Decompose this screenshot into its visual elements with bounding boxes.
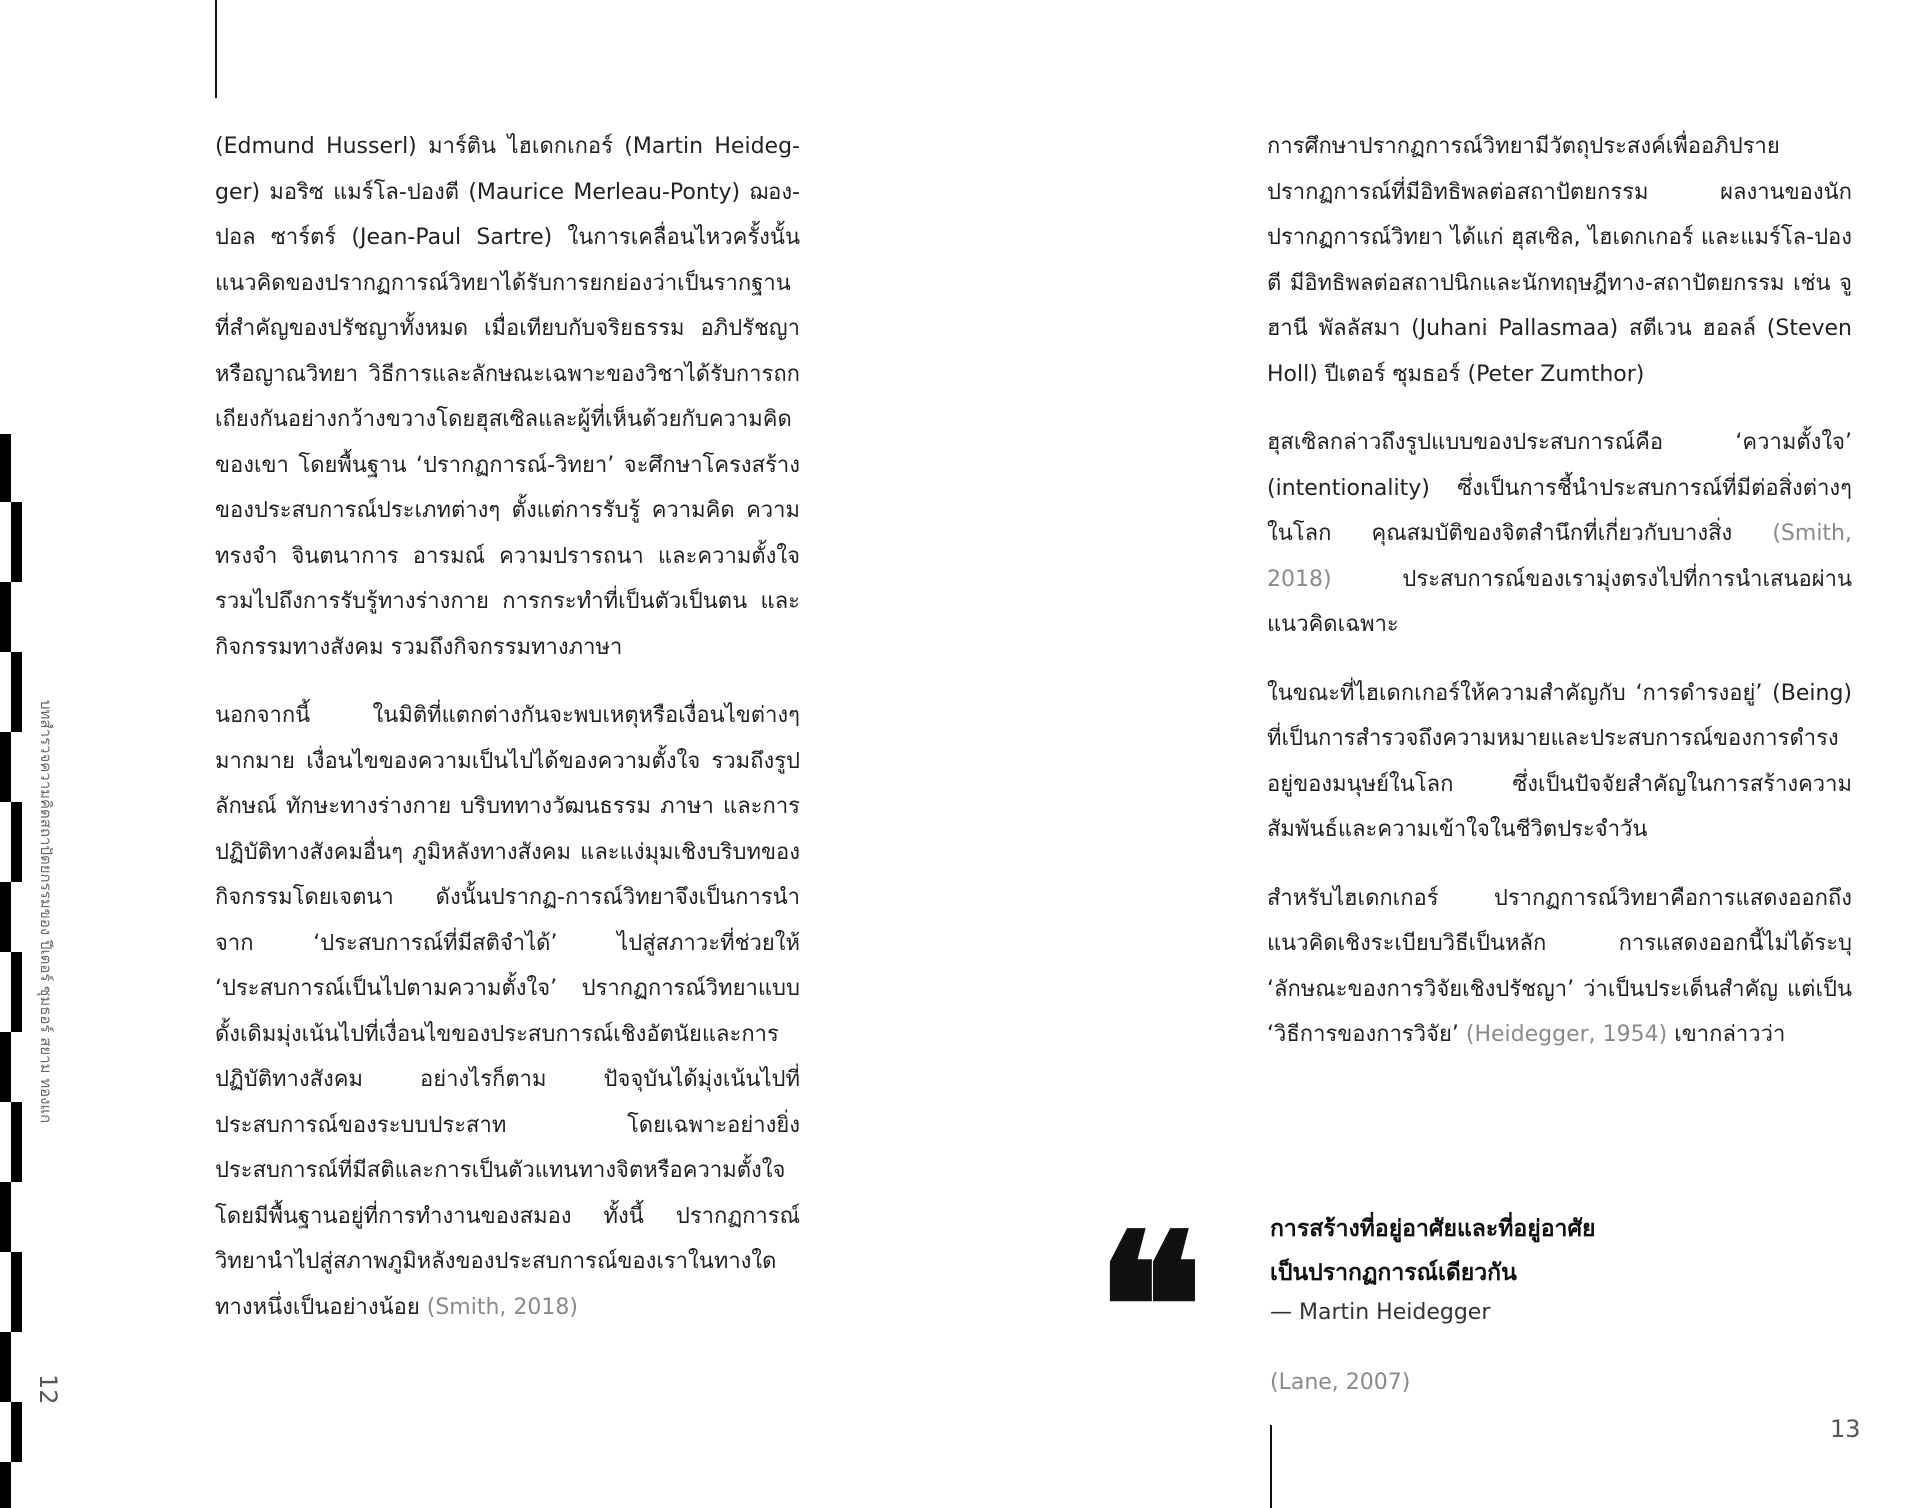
- citation: (Smith, 2018): [426, 1294, 578, 1320]
- right-paragraph-2: [1267, 420, 1852, 648]
- quote-citation: (Lane, 2007): [1270, 1370, 1411, 1395]
- running-head: บทสำรวจความคิดสถาปัตยกรรมของ ปีเตอร์ ซุมธอร์ สยาม ทองแก: [37, 700, 55, 1124]
- right-paragraph-3: [1267, 671, 1852, 853]
- quote-mark-icon: ❝: [1096, 1190, 1196, 1425]
- quote-attribution: — Martin Heidegger: [1270, 1300, 1491, 1325]
- page-number-right: 13: [1830, 1415, 1861, 1443]
- citation: (Heidegger, 1954): [1465, 1022, 1668, 1047]
- left-paragraph-2: [215, 693, 800, 1330]
- body-text: ในขณะที่ไฮเดกเกอร์ให้ความสำคัญกับ ‘การดำรงอยู่’ (Being) ที่เป็นการสำรวจถึงความหมายและประสบการณ์ของการดำรงอยู่ของมนุษย์ในโลก ซึ่งเป็นปัจจัยสำคัญในการสร้างความสัมพันธ์และความเข้าใจในชีวิตประจำวัน: [1267, 680, 1852, 842]
- checkered-edge-pattern: [0, 434, 22, 1508]
- left-column-text: [215, 124, 800, 1353]
- page-number-left: 12: [34, 1374, 62, 1405]
- body-text: เขากล่าวว่า: [1667, 1022, 1786, 1047]
- body-text: (Edmund Husserl) มาร์ติน ไฮเดกเกอร์ (Martin Heidegger) มอริซ แมร์โล-ปองตี (Maurice Merleau-Ponty) ฌอง-ปอล ซาร์ตร์ (Jean-Paul Sartre) ในการเคลื่อนไหวครั้งนั้น แนวคิดของปรากฏการณ์วิทยาได้รับการยกย่องว่าเป็นรากฐานที่สำคัญของปรัชญาทั้งหมด เมื่อเทียบกับจริยธรรม อภิปรัชญา หรือญาณวิทยา วิธีการและลักษณะเฉพาะของวิชาได้รับการถกเถียงกันอย่างกว้างขวางโดยฮุสเซิลและผู้ที่เห็นด้วยกับความคิดของเขา โดยพื้นฐาน ‘ปรากฏการณ์-วิทยา’ จะศึกษาโครงสร้างของประสบการณ์ประเภทต่างๆ ตั้งแต่การรับรู้ ความคิด ความทรงจำ จินตนาการ อารมณ์ ความปรารถนา และความตั้งใจ รวมไปถึงการรับรู้ทางร่างกาย การกระทำที่เป็นตัวเป็นตน และกิจกรรมทางสังคม รวมถึงกิจกรรมทางภาษา: [215, 134, 800, 660]
- citation: (Smith, 2018): [1267, 521, 1852, 592]
- pull-quote-line-2: เป็นปรากฏการณ์เดียวกัน: [1270, 1260, 1517, 1286]
- right-paragraph-4: [1267, 876, 1852, 1058]
- bottom-right-rule: [1270, 1425, 1272, 1508]
- body-text: ฮุสเซิลกล่าวถึงรูปแบบของประสบการณ์คือ ‘ความตั้งใจ’ (intentionality) ซึ่งเป็นการชี้นำประสบการณ์ที่มีต่อสิ่งต่างๆ ในโลก คุณสมบัติของจิตสำนึกที่เกี่ยวกับบางสิ่ง: [1267, 430, 1852, 546]
- left-paragraph-1: [215, 124, 800, 670]
- top-left-rule: [215, 0, 217, 98]
- right-column-text: [1267, 124, 1852, 1081]
- pull-quote-line-1: การสร้างที่อยู่อาศัยและที่อยู่อาศัย: [1270, 1216, 1596, 1242]
- body-text: ประสบการณ์ของเรามุ่งตรงไปที่การนำเสนอผ่านแนวคิดเฉพาะ: [1267, 566, 1852, 637]
- body-text: การศึกษาปรากฏการณ์วิทยามีวัตถุประสงค์เพื่ออภิปรายปรากฏการณ์ที่มีอิทธิพลต่อสถาปัตยกรรม ผลงานของนักปรากฏการณ์วิทยา ได้แก่ ฮุสเซิล, ไฮเดกเกอร์ และแมร์โล-ปองตี มีอิทธิพลต่อสถาปนิกและนักทฤษฎีทาง-สถาปัตยกรรม เช่น จูฮานี พัลลัสมา (Juhani Pallasmaa) สตีเวน ฮอลล์ (Steven Holl) ปีเตอร์ ซุมธอร์ (Peter Zumthor): [1267, 134, 1852, 387]
- body-text: สำหรับไฮเดกเกอร์ ปรากฏการณ์วิทยาคือการแสดงออกถึงแนวคิดเชิงระเบียบวิธีเป็นหลัก การแสดงออกนี้ไม่ได้ระบุ ‘ลักษณะของการวิจัยเชิงปรัชญา’ ว่าเป็นประเด็นสำคัญ แต่เป็น ‘วิธีการของการวิจัย’: [1267, 885, 1852, 1047]
- pull-quote: [1270, 1207, 1596, 1295]
- right-paragraph-1: [1267, 124, 1852, 397]
- body-text: นอกจากนี้ ในมิติที่แตกต่างกันจะพบเหตุหรือเงื่อนไขต่างๆ มากมาย เงื่อนไขของความเป็นไปได้ของความตั้งใจ รวมถึงรูปลักษณ์ ทักษะทางร่างกาย บริบททางวัฒนธรรม ภาษา และการปฏิบัติทางสังคมอื่นๆ ภูมิหลังทางสังคม และแง่มุมเชิงบริบทของกิจกรรมโดยเจตนา ดังนั้นปรากฏ-การณ์วิทยาจึงเป็นการนำจาก ‘ประสบการณ์ที่มีสติจำได้’ ไปสู่สภาวะที่ช่วยให้ ‘ประสบการณ์เป็นไปตามความตั้งใจ’ ปรากฏการณ์วิทยาแบบดั้งเดิมมุ่งเน้นไปที่เงื่อนไขของประสบการณ์เชิงอัตนัยและการปฏิบัติทางสังคม อย่างไรก็ตาม ปัจจุบันได้มุ่งเน้นไปที่ประสบการณ์ของระบบประสาท โดยเฉพาะอย่างยิ่งประสบการณ์ที่มีสติและการเป็นตัวแทนทางจิตหรือความตั้งใจ โดยมีพื้นฐานอยู่ที่การทำงานของสมอง ทั้งนี้ ปรากฏการณ์วิทยานำไปสู่สภาพภูมิหลังของประสบการณ์ของเราในทางใดทางหนึ่งเป็นอย่างน้อย: [215, 703, 800, 1320]
